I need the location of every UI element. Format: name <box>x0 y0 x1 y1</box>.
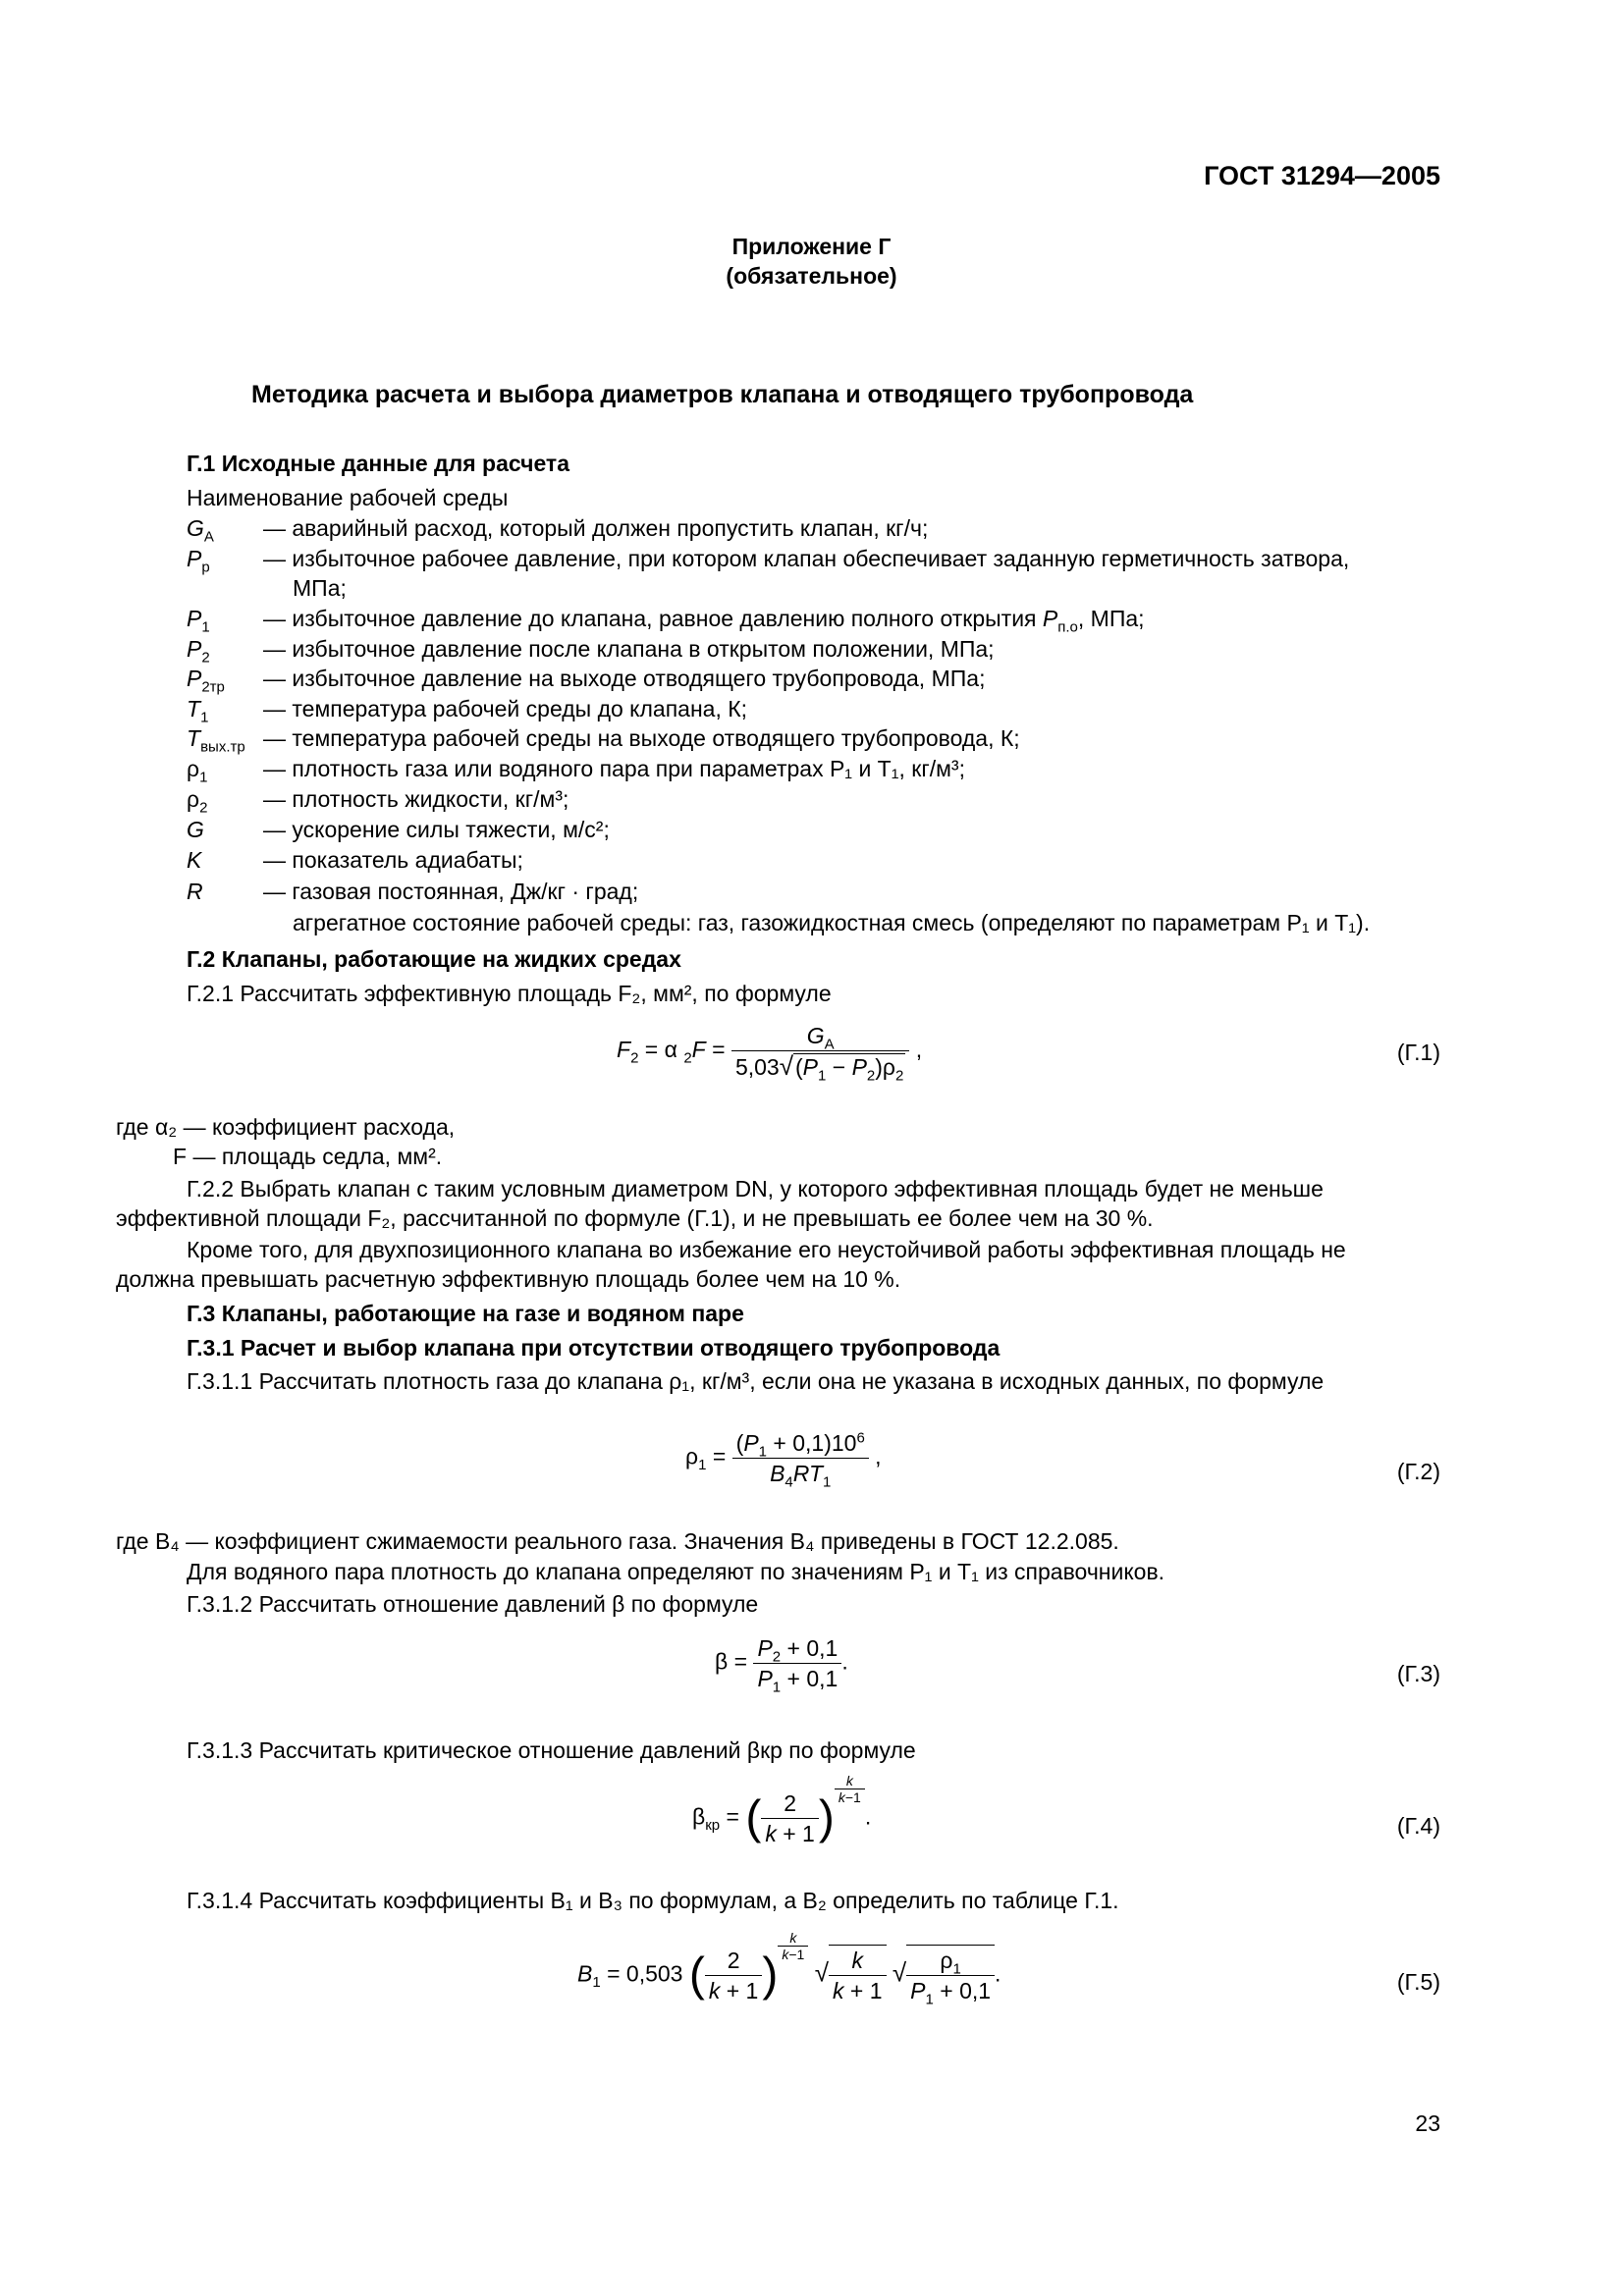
definition-symbol: G <box>187 817 204 842</box>
definition-text: — аварийный расход, который должен пропустить клапан, кг/ч; <box>263 515 929 541</box>
paragraph: Г.3.1.1 Рассчитать плотность газа до клапана ρ₁, кг/м³, если она не указана в исходных данных, по формуле <box>187 1368 1325 1394</box>
section-heading: Г.1 Исходные данные для расчета <box>187 451 569 476</box>
definition-symbol: $\rho_1$ <box>187 756 208 786</box>
page-number: 23 <box>1415 2110 1440 2136</box>
definition-text: — избыточное давление до клапана, равное давлению полного открытия $P_{п.о}$, МПа; <box>263 606 1145 636</box>
definition-symbol: $P_1$ <box>187 606 210 636</box>
definition-text: — плотность жидкости, кг/м³; <box>263 786 569 812</box>
subsection-heading: Г.3.1 Расчет и выбор клапана при отсутствии отводящего трубопровода <box>187 1335 1001 1361</box>
definition-text: — показатель адиабаты; <box>263 847 523 873</box>
paragraph: где α₂ — коэффициент расхода, <box>116 1114 456 1140</box>
appendix-status: (обязательное) <box>726 263 897 289</box>
formula-g4: $\beta_{кр}$ = ( $\frac{2}{k + 1}$ ) $^{\frac{k}{k-1}}$ . <box>692 1773 872 1846</box>
definition-text: — газовая постоянная, Дж/кг · град; <box>263 879 639 904</box>
equation-number: (Г.1) <box>1396 1040 1440 1065</box>
paragraph: Г.3.1.3 Рассчитать критическое отношение давлений βкр по формуле <box>187 1737 916 1763</box>
paragraph: должна превышать расчетную эффективную площадь более чем на 10 %. <box>116 1266 901 1292</box>
formula-g5: $B_1 = 0,503$ ( $\frac{2}{k + 1}$ ) $^{\frac{k}{k-1}}$ √ $\frac{k}{k + 1}$ √ $\frac{\rho_1}{P_1 + 0,1}$ . <box>577 1930 1001 2008</box>
definition-text: — температура рабочей среды на выходе отводящего трубопровода, К; <box>263 725 1020 751</box>
definition-symbol: $P_{2тр}$ <box>187 666 225 696</box>
equation-number: (Г.5) <box>1396 1969 1440 1995</box>
definition-symbol: K <box>187 847 202 873</box>
section-heading: Г.2 Клапаны, работающие на жидких средах <box>187 946 681 972</box>
paragraph: где B₄ — коэффициент сжимаемости реального газа. Значения B₄ приведены в ГОСТ 12.2.085. <box>116 1528 1119 1554</box>
definition-text: — избыточное давление после клапана в открытом положении, МПа; <box>263 636 995 662</box>
paragraph: эффективной площади F₂, рассчитанной по формуле (Г.1), и не превышать ее более чем на 30 %. <box>116 1205 1154 1231</box>
paragraph: Г.2.1 Рассчитать эффективную площадь F₂, мм², по формуле <box>187 981 832 1006</box>
definition-text: — избыточное давление на выходе отводящего трубопровода, МПа; <box>263 666 986 691</box>
paragraph: Г.2.2 Выбрать клапан с таким условным диаметром DN, у которого эффективная площадь будет не меньше <box>187 1176 1324 1201</box>
paragraph: Для водяного пара плотность до клапана определяют по значениям P₁ и T₁ из справочников. <box>187 1559 1165 1584</box>
equation-number: (Г.2) <box>1396 1459 1440 1484</box>
paragraph: агрегатное состояние рабочей среды: газ, газожидкостная смесь (определяют по параметрам P₁ и T₁). <box>293 910 1371 935</box>
formula-g3: β = $\frac{P_2 + 0,1}{P_1 + 0,1}$ . <box>715 1635 848 1696</box>
definition-symbol: $P_2$ <box>187 636 210 667</box>
definition-symbol: $G_А$ <box>187 515 214 546</box>
definition-symbol: $P_р$ <box>187 546 210 576</box>
formula-g1: $F_2 = \alpha$ $_2$F = $\frac{G_A}{5,03√(P_1 - P_2)\rho_2}$ , <box>617 1023 923 1085</box>
definition-text: — ускорение силы тяжести, м/с²; <box>263 817 610 842</box>
definition-symbol: $T_1$ <box>187 696 209 726</box>
document-header: ГОСТ 31294—2005 <box>1204 161 1440 190</box>
paragraph: Наименование рабочей среды <box>187 485 509 510</box>
definition-symbol: $\rho_2$ <box>187 786 208 817</box>
equation-number: (Г.3) <box>1396 1661 1440 1686</box>
definition-text-continued: МПа; <box>293 575 347 601</box>
section-heading: Г.3 Клапаны, работающие на газе и водяном паре <box>187 1301 744 1326</box>
definition-text: — температура рабочей среды до клапана, К; <box>263 696 748 721</box>
definition-symbol: $T_{вых.тр}$ <box>187 725 245 756</box>
definition-text: — плотность газа или водяного пара при параметрах P₁ и T₁, кг/м³; <box>263 756 965 781</box>
paragraph: Кроме того, для двухпозиционного клапана во избежание его неустойчивой работы эффективная площадь не <box>187 1237 1346 1262</box>
formula-g2: $\rho_1$ = $\frac{(P_1 + 0,1)10^6}{B_4RT_1}$ , <box>685 1429 882 1491</box>
paragraph: Г.3.1.4 Рассчитать коэффициенты B₁ и B₃ по формулам, а B₂ определить по таблице Г.1. <box>187 1888 1119 1913</box>
definition-text: — избыточное рабочее давление, при котором клапан обеспечивает заданную герметичность затвора, <box>263 546 1350 571</box>
appendix-title: Приложение Г <box>731 234 892 259</box>
paragraph: Г.3.1.2 Рассчитать отношение давлений β по формуле <box>187 1591 759 1617</box>
equation-number: (Г.4) <box>1396 1813 1440 1839</box>
main-title: Методика расчета и выбора диаметров клапана и отводящего трубопровода <box>251 381 1194 408</box>
definition-symbol: R <box>187 879 203 904</box>
paragraph: F — площадь седла, мм². <box>173 1144 443 1169</box>
